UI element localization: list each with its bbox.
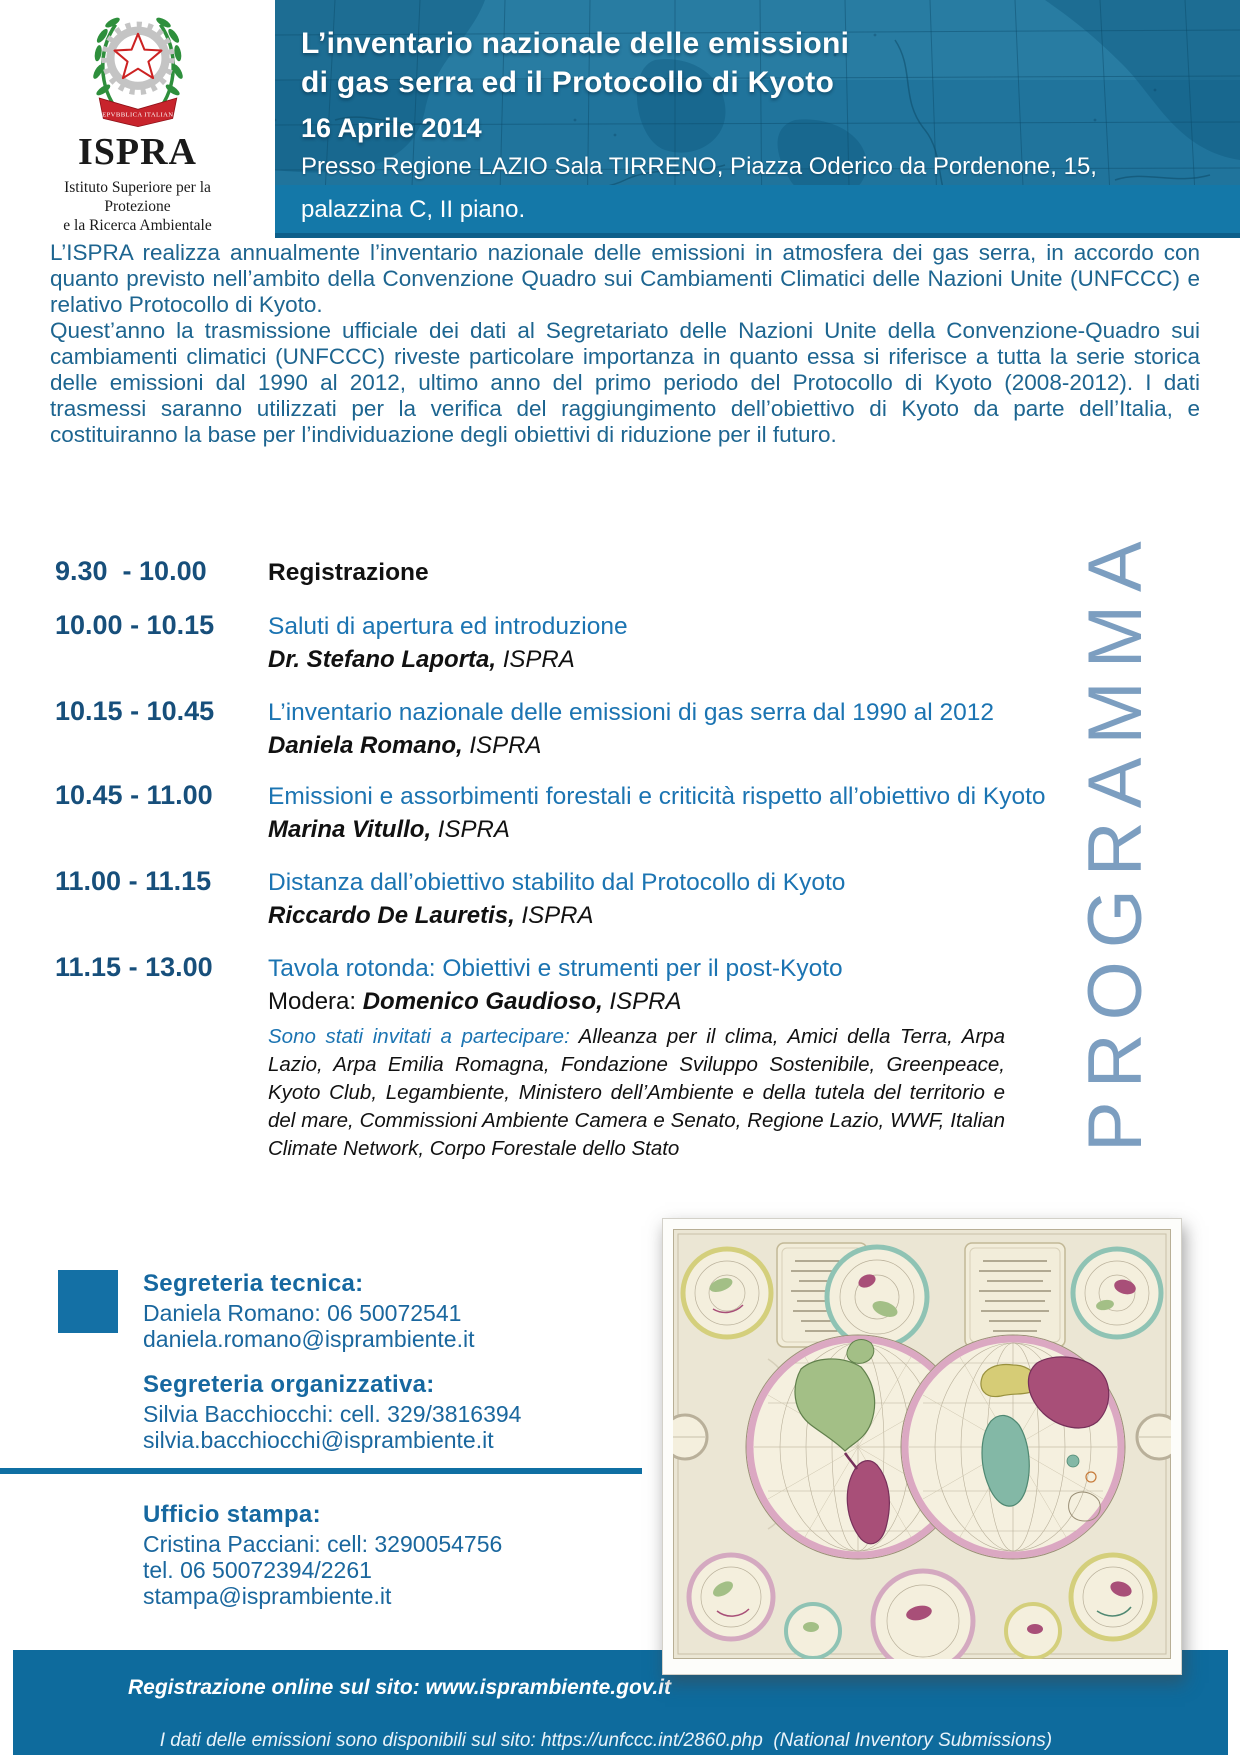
footer-data-label: I dati delle emissioni sono disponibili sul sito:	[159, 1730, 541, 1751]
speaker-affiliation: ISPRA	[437, 816, 510, 843]
footer-data-line	[128, 1708, 1052, 1755]
banner-content	[275, 0, 1240, 181]
antique-world-map-figure	[662, 1218, 1182, 1675]
event-title-line1: L’inventario nazionale delle emissioni	[301, 27, 850, 60]
session-title: Saluti di apertura ed introduzione	[268, 613, 628, 640]
antique-world-map-icon	[673, 1229, 1171, 1659]
map-cartouche-right	[965, 1243, 1065, 1347]
moderator-name: Domenico Gaudioso,	[362, 988, 603, 1015]
session-title: Distanza dall’obiettivo stabilito dal Protocollo di Kyoto	[268, 869, 846, 896]
decorative-blue-square	[58, 1270, 118, 1333]
programma-text: PROGRAMMA	[1073, 528, 1158, 1152]
session-speaker	[268, 813, 1198, 846]
footer-registration-line	[128, 1676, 671, 1700]
invited-participants	[268, 1023, 1005, 1163]
session-title: Emissioni e assorbimenti forestali e criticità rispetto all’obiettivo di Kyoto	[268, 783, 1046, 810]
speaker-name: Riccardo De Lauretis,	[268, 902, 515, 929]
intro-paragraph-1: L’ISPRA realizza annualmente l’inventario nazionale delle emissioni in atmosfera dei gas serra, in accordo con quanto previsto nell’ambito della Convenzione Quadro sui Cambiamenti Climatici delle Nazioni Unite (UNFCCC) e relativo Protocollo di Kyoto.	[50, 240, 1200, 317]
contact-header: Segreteria tecnica:	[143, 1270, 364, 1297]
contact-phone-2: tel. 06 50072394/2261	[143, 1557, 372, 1583]
speaker-name: Dr. Stefano Laporta,	[268, 646, 497, 673]
footer-registration-url[interactable]: www.isprambiente.gov.it	[425, 1676, 671, 1699]
ribbon-banner	[97, 98, 178, 127]
speaker-affiliation: ISPRA	[521, 902, 594, 929]
contact-phone: Cristina Pacciani: cell: 3290054756	[143, 1531, 503, 1557]
contact-phone: Daniela Romano: 06 50072541	[143, 1300, 462, 1326]
session-moderator	[268, 985, 1198, 1018]
ispra-acronym: ISPRA	[77, 131, 198, 173]
contact-header: Ufficio stampa:	[143, 1501, 321, 1528]
speaker-affiliation: ISPRA	[469, 732, 542, 759]
footer-data-suffix: (National Inventory Submissions)	[762, 1730, 1053, 1751]
event-title-line2: di gas serra ed il Protocollo di Kyoto	[301, 66, 835, 99]
moderator-label: Modera:	[268, 988, 363, 1015]
ispra-logo	[30, 10, 245, 235]
footer-registration-label: Registrazione online sul sito:	[128, 1676, 426, 1699]
session-time: 11.00 - 11.15	[55, 866, 212, 896]
header-banner	[275, 0, 1240, 238]
speaker-name: Marina Vitullo,	[268, 816, 432, 843]
contact-header: Segreteria organizzativa:	[143, 1371, 435, 1398]
ispra-subtitle	[30, 178, 245, 235]
invited-list: Alleanza per il clima, Amici della Terra, Arpa Lazio, Arpa Emilia Romagna, Fondazione Sviluppo Sostenibile, Greenpeace, Kyoto Club, Legambiente, Ministero dell’Ambiente e della tutela del territorio e del mare, Commissioni Ambiente Camera e Senato, Regione Lazio, WWF, Italian Climate Network, Corpo Forestale dello Stato	[268, 1025, 1005, 1160]
event-location-line1: Presso Regione LAZIO Sala TIRRENO, Piazza Oderico da Pordenone, 15,	[301, 153, 1097, 180]
footer-data-url[interactable]: https://unfccc.int/2860.php	[540, 1730, 763, 1751]
event-location-line2: palazzina C, II piano.	[301, 196, 526, 223]
ribbon-text: REPVBBLICA ITALIANA	[96, 111, 179, 119]
event-date: 16 Aprile 2014	[301, 113, 482, 143]
session-time: 11.15 - 13.00	[55, 952, 213, 982]
speaker-affiliation: ISPRA	[502, 646, 575, 673]
moderator-affiliation: ISPRA	[609, 988, 682, 1015]
contact-email[interactable]: daniela.romano@isprambiente.it	[143, 1326, 475, 1352]
contact-email[interactable]: stampa@isprambiente.it	[143, 1583, 392, 1609]
italian-republic-emblem-icon	[87, 10, 189, 128]
horizontal-divider	[0, 1468, 642, 1474]
contact-segreteria-organizzativa	[143, 1372, 663, 1453]
session-time: 10.00 - 10.15	[55, 610, 215, 640]
session-time: 9.30 - 10.00	[55, 556, 207, 586]
programma-vertical-label	[1072, 528, 1158, 1152]
contact-phone: Silvia Bacchiocchi: cell. 329/3816394	[143, 1401, 522, 1427]
session-speaker	[268, 729, 1198, 762]
ispra-subtitle-line1: Istituto Superiore per la Protezione	[64, 179, 211, 215]
session-speaker	[268, 899, 1198, 932]
session-time: 10.45 - 11.00	[55, 780, 213, 810]
session-title: L’inventario nazionale delle emissioni di gas serra dal 1990 al 2012	[268, 699, 994, 726]
session-title: Registrazione	[268, 559, 429, 586]
map-hemispheres	[746, 1335, 1125, 1559]
session-title: Tavola rotonda: Obiettivi e strumenti per il post-Kyoto	[268, 955, 843, 982]
session-speaker	[268, 643, 1198, 676]
event-title	[301, 24, 1240, 102]
invited-label: Sono stati invitati a partecipare:	[268, 1025, 579, 1048]
intro-paragraph-2: Quest’anno la trasmissione ufficiale dei dati al Segretariato delle Nazioni Unite della Convenzione-Quadro sui cambiamenti climatici (UNFCCC) riveste particolare importanza in quanto essa si riferisce a tutta la serie storica delle emissioni dal 1990 al 2012, ultimo anno del primo periodo del Protocollo di Kyoto (2008-2012). I dati trasmessi saranno utilizzati per la verifica del raggiungimento dell’obiettivo di Kyoto da parte dell’Italia, e costituiranno la base per l’individuazione degli obiettivi di riduzione per il futuro.	[50, 318, 1200, 447]
speaker-name: Daniela Romano,	[268, 732, 463, 759]
session-time: 10.15 - 10.45	[55, 696, 215, 726]
ispra-subtitle-line2: e la Ricerca Ambientale	[63, 217, 212, 234]
contact-email[interactable]: silvia.bacchiocchi@isprambiente.it	[143, 1427, 494, 1453]
contact-ufficio-stampa	[143, 1502, 663, 1609]
contact-segreteria-tecnica	[143, 1271, 663, 1352]
intro-text	[50, 240, 1200, 448]
